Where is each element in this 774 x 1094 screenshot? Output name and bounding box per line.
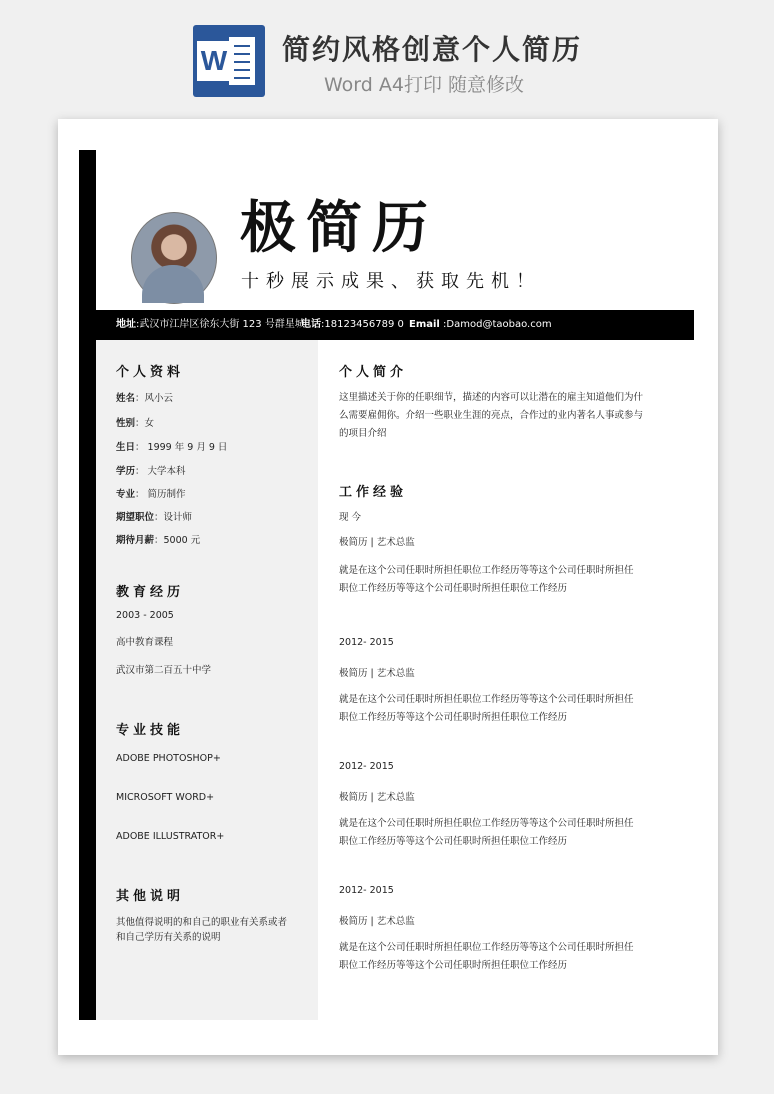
word-icon-letter: W bbox=[197, 41, 231, 81]
work-role: 极简历 | 艺术总监 bbox=[339, 792, 415, 803]
work-period: 2012- 2015 bbox=[339, 761, 394, 772]
work-role: 极简历 | 艺术总监 bbox=[339, 916, 415, 927]
work-period: 2012- 2015 bbox=[339, 885, 394, 896]
education-period: 2003 - 2005 bbox=[116, 610, 174, 621]
work-role: 极简历 | 艺术总监 bbox=[339, 537, 415, 548]
work-section-title: 工作经验 bbox=[339, 485, 408, 500]
word-icon bbox=[193, 25, 265, 97]
info-gender: 性别：女 bbox=[116, 418, 155, 429]
other-section-title: 其他说明 bbox=[116, 889, 185, 904]
education-course: 高中教育课程 bbox=[116, 637, 174, 648]
info-salary: 期待月薪：5000 元 bbox=[116, 535, 201, 546]
banner-title: 简约风格创意个人简历 bbox=[282, 33, 583, 66]
info-birthday: 生日： 1999 年 9 月 9 日 bbox=[116, 442, 228, 453]
intro-text: 这里描述关于你的任职细节，描述的内容可以让潜在的雇主知道他们为什么需要雇佣你。介绍一些职业生涯的亮点，合作过的业内著名人事或参与的项目介绍 bbox=[339, 392, 644, 439]
resume-page bbox=[58, 119, 718, 1055]
work-desc: 就是在这个公司任职时所担任职位工作经历等等这个公司任职时所担任职位工作经历等等这个公司任职时所担任职位工作经历 bbox=[339, 694, 634, 723]
info-major: 专业： 简历制作 bbox=[116, 489, 186, 500]
info-name: 姓名：风小云 bbox=[116, 393, 174, 404]
personal-section-title: 个人资料 bbox=[116, 365, 185, 380]
skill-item: ADOBE PHOTOSHOP+ bbox=[116, 753, 221, 764]
avatar bbox=[131, 212, 217, 304]
phone: 电话:18123456789 0 bbox=[301, 319, 404, 330]
work-role: 极简历 | 艺术总监 bbox=[339, 668, 415, 679]
skill-item: MICROSOFT WORD+ bbox=[116, 792, 215, 803]
slogan: 十秒展示成果、获取先机！ bbox=[241, 271, 541, 292]
education-section-title: 教育经历 bbox=[116, 585, 185, 600]
other-text: 其他值得说明的和自己的职业有关系或者和自己学历有关系的说明 bbox=[116, 917, 288, 943]
contact-bar bbox=[79, 310, 694, 340]
intro-section-title: 个人简介 bbox=[339, 365, 408, 380]
work-desc: 就是在这个公司任职时所担任职位工作经历等等这个公司任职时所担任职位工作经历等等这个公司任职时所担任职位工作经历 bbox=[339, 942, 634, 971]
top-banner bbox=[0, 0, 774, 110]
left-accent-bar bbox=[79, 150, 96, 1020]
skill-item: ADOBE ILLUSTRATOR+ bbox=[116, 831, 225, 842]
info-degree: 学历： 大学本科 bbox=[116, 466, 186, 477]
banner-subtitle: Word A4打印 随意修改 bbox=[324, 74, 525, 96]
address: 地址:武汉市江岸区徐东大街 123 号群星城 bbox=[116, 319, 305, 330]
resume-title: 极简历 bbox=[240, 196, 438, 261]
info-position: 期望职位：设计师 bbox=[116, 512, 193, 523]
work-period: 2012- 2015 bbox=[339, 637, 394, 648]
work-period: 现 今 bbox=[339, 512, 362, 523]
skills-section-title: 专业技能 bbox=[116, 723, 185, 738]
work-desc: 就是在这个公司任职时所担任职位工作经历等等这个公司任职时所担任职位工作经历等等这个公司任职时所担任职位工作经历 bbox=[339, 818, 634, 847]
education-school: 武汉市第二百五十中学 bbox=[116, 665, 212, 676]
email: Email :Damod@taobao.com bbox=[409, 319, 552, 330]
work-desc: 就是在这个公司任职时所担任职位工作经历等等这个公司任职时所担任职位工作经历等等这个公司任职时所担任职位工作经历 bbox=[339, 565, 634, 594]
